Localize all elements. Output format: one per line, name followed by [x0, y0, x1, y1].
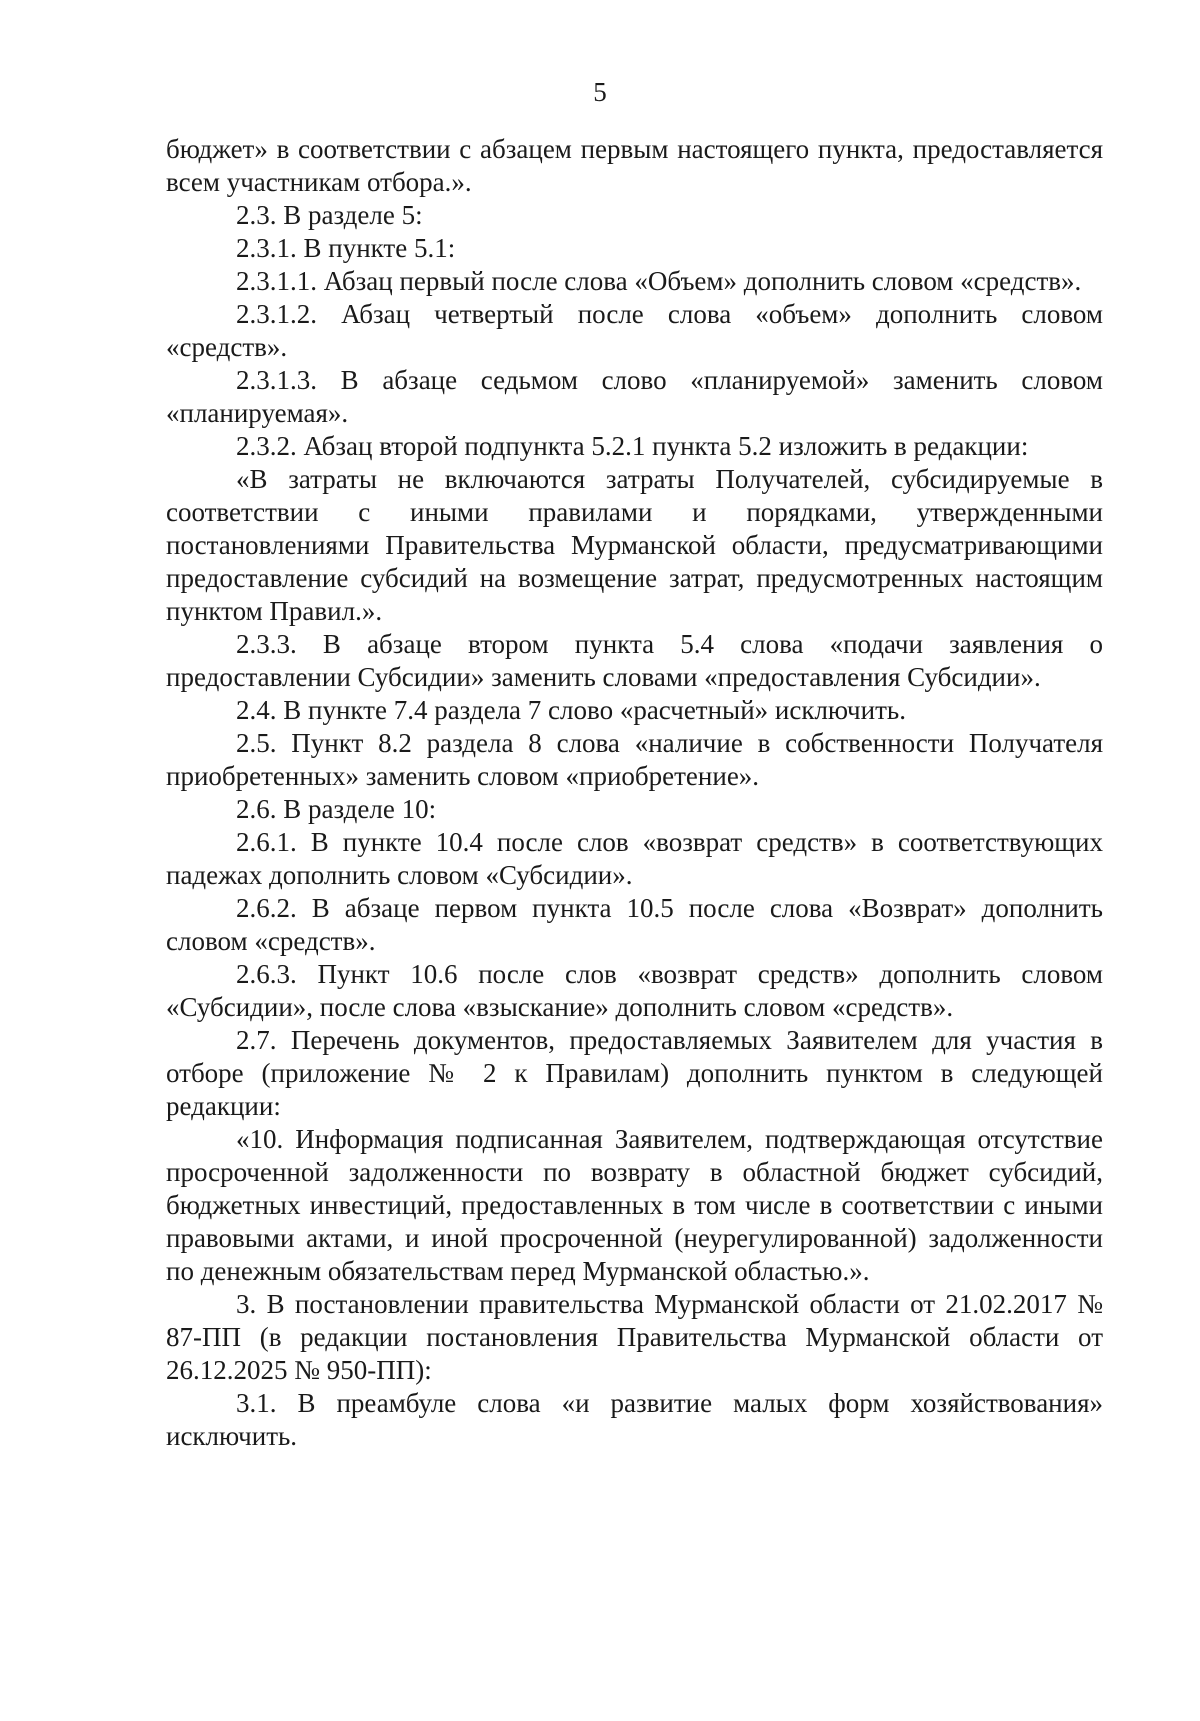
- paragraph-2-7: 2.7. Перечень документов, предоставляемых Заявителем для участия в отборе (приложение № 2 к Правилам) дополнить пунктом в следующей редакции:: [166, 1025, 1103, 1121]
- paragraph-2-3-3: 2.3.3. В абзаце втором пункта 5.4 слова «подачи заявления о предоставлении Субсидии» заменить словами «предоставления Субсидии».: [166, 629, 1103, 692]
- paragraph-quote-costs: «В затраты не включаются затраты Получателей, субсидируемые в соответствии с иными правилами и порядками, утвержденными постановлениями Правительства Мурманской области, предусматривающими предоставление субсидий на возмещение затрат, предусмотренных настоящим пунктом Правил.».: [166, 464, 1103, 626]
- paragraph-2-5: 2.5. Пункт 8.2 раздела 8 слова «наличие в собственности Получателя приобретенных» заменить словом «приобретение».: [166, 728, 1103, 791]
- paragraph-2-3-1-2: 2.3.1.2. Абзац четвертый после слова «объем» дополнить словом «средств».: [166, 299, 1103, 362]
- paragraph-3-1: 3.1. В преамбуле слова «и развитие малых форм хозяйствования» исключить.: [166, 1388, 1103, 1451]
- paragraph-2-4: 2.4. В пункте 7.4 раздела 7 слово «расчетный» исключить.: [236, 695, 906, 725]
- paragraph-2-3-1: 2.3.1. В пункте 5.1:: [236, 233, 456, 263]
- page-number: 5: [593, 77, 607, 107]
- paragraph-2-6: 2.6. В разделе 10:: [236, 794, 437, 824]
- document-body: [166, 133, 1103, 1453]
- paragraph-3: 3. В постановлении правительства Мурманской области от 21.02.2017 № 87-ПП (в редакции постановления Правительства Мурманской области от 26.12.2025 № 950-ПП):: [166, 1289, 1103, 1385]
- paragraph-2-6-3: 2.6.3. Пункт 10.6 после слов «возврат средств» дополнить словом «Субсидии», после слова «взыскание» дополнить словом «средств».: [166, 959, 1103, 1022]
- paragraph-2-3-1-3: 2.3.1.3. В абзаце седьмом слово «планируемой» заменить словом «планируемая».: [166, 365, 1103, 428]
- paragraph-2-3-1-1: 2.3.1.1. Абзац первый после слова «Объем» дополнить словом «средств».: [236, 266, 1082, 296]
- paragraph-2-3-2: 2.3.2. Абзац второй подпункта 5.2.1 пункта 5.2 изложить в редакции:: [236, 431, 1029, 461]
- paragraph-2-3: 2.3. В разделе 5:: [236, 200, 423, 230]
- paragraph-quote-item-10: «10. Информация подписанная Заявителем, подтверждающая отсутствие просроченной задолженности по возврату в областной бюджет субсидий, бюджетных инвестиций, предоставленных в том числе в соответствии с иными правовыми актами, и иной просроченной (неурегулированной) задолженности по денежным обязательствам перед Мурманской областью.».: [166, 1124, 1103, 1286]
- paragraph-continuation: бюджет» в соответствии с абзацем первым настоящего пункта, предоставляется всем участникам отбора.».: [166, 134, 1103, 197]
- paragraph-2-6-1: 2.6.1. В пункте 10.4 после слов «возврат средств» в соответствующих падежах дополнить словом «Субсидии».: [166, 827, 1103, 890]
- paragraph-2-6-2: 2.6.2. В абзаце первом пункта 10.5 после слова «Возврат» дополнить словом «средств».: [166, 893, 1103, 956]
